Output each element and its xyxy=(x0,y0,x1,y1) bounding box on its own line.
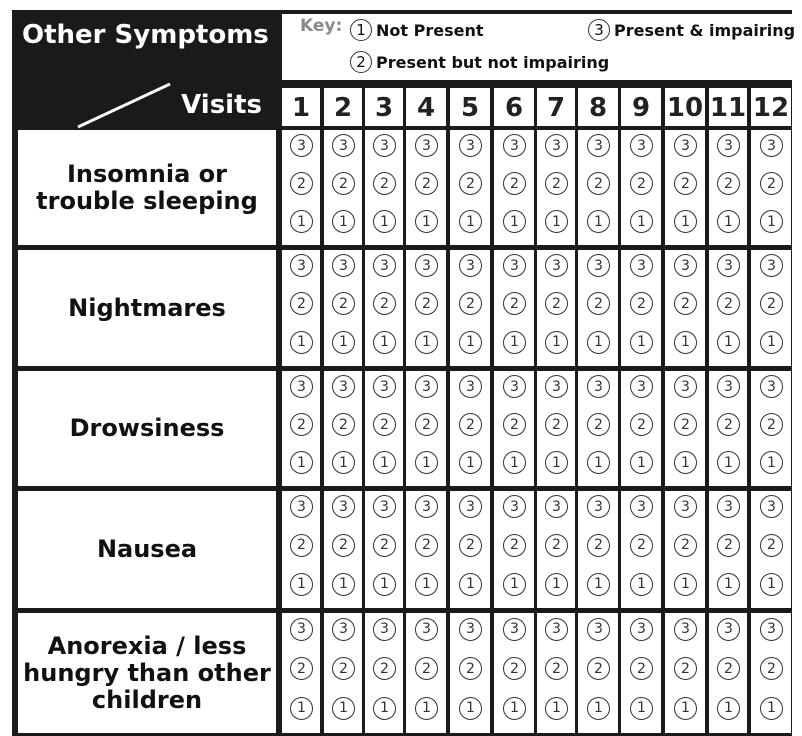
rating-bubble-3[interactable]: 3 xyxy=(630,375,653,398)
symptom-label-nightmares xyxy=(18,250,276,366)
visit-header-11: 11 xyxy=(709,88,747,126)
rating-bubble-1[interactable]: 1 xyxy=(587,697,610,720)
visit-header-2: 2 xyxy=(324,88,362,126)
rating-bubble-2[interactable]: 2 xyxy=(587,534,610,557)
rating-bubble-1[interactable]: 1 xyxy=(373,331,396,354)
rating-cell-drowsiness-visit-6 xyxy=(494,371,534,486)
rating-bubble-1[interactable]: 1 xyxy=(290,573,313,596)
rating-bubble-1[interactable]: 1 xyxy=(290,451,313,474)
rating-bubble-1[interactable]: 1 xyxy=(373,451,396,474)
rating-cell-nausea-visit-8 xyxy=(578,491,618,608)
rating-bubble-3[interactable]: 3 xyxy=(760,254,783,277)
rating-bubble-3[interactable]: 3 xyxy=(373,618,396,641)
rating-cell-drowsiness-visit-9 xyxy=(621,371,661,486)
symptom-rating-form xyxy=(12,10,796,736)
rating-bubble-3[interactable]: 3 xyxy=(503,375,526,398)
rating-cell-nausea-visit-11 xyxy=(709,491,747,608)
rating-bubble-3[interactable]: 3 xyxy=(630,254,653,277)
key-item-present-not-impairing xyxy=(350,51,609,73)
rating-bubble-1[interactable]: 1 xyxy=(545,451,568,474)
rating-bubble-1[interactable]: 1 xyxy=(373,210,396,233)
rating-cell-drowsiness-visit-3 xyxy=(365,371,403,486)
rating-bubble-3[interactable]: 3 xyxy=(332,254,355,277)
rating-cell-anorexia-visit-8 xyxy=(578,613,618,733)
rating-bubble-2[interactable]: 2 xyxy=(760,657,783,680)
rating-bubble-1[interactable]: 1 xyxy=(415,573,438,596)
rating-cell-nightmares-visit-1 xyxy=(282,250,320,366)
rating-bubble-1[interactable]: 1 xyxy=(459,451,482,474)
rating-bubble-1[interactable]: 1 xyxy=(587,451,610,474)
rating-bubble-3[interactable]: 3 xyxy=(760,375,783,398)
rating-bubble-2[interactable]: 2 xyxy=(373,292,396,315)
rating-bubble-1[interactable]: 1 xyxy=(332,697,355,720)
rating-cell-drowsiness-visit-1 xyxy=(282,371,320,486)
rating-bubble-1[interactable]: 1 xyxy=(760,697,783,720)
rating-cell-insomnia-visit-7 xyxy=(537,130,575,245)
rating-bubble-2[interactable]: 2 xyxy=(760,413,783,436)
rating-bubble-2[interactable]: 2 xyxy=(717,172,740,195)
visit-header-12: 12 xyxy=(751,88,791,126)
rating-bubble-3[interactable]: 3 xyxy=(545,375,568,398)
rating-bubble-3[interactable]: 3 xyxy=(674,134,697,157)
rating-bubble-2[interactable]: 2 xyxy=(674,534,697,557)
rating-bubble-2[interactable]: 2 xyxy=(459,292,482,315)
rating-bubble-1[interactable]: 1 xyxy=(717,210,740,233)
rating-cell-nightmares-visit-8 xyxy=(578,250,618,366)
symptom-label-text: Nausea xyxy=(96,535,198,563)
rating-bubble-3[interactable]: 3 xyxy=(760,134,783,157)
rating-cell-insomnia-visit-6 xyxy=(494,130,534,245)
rating-bubble-3[interactable]: 3 xyxy=(290,375,313,398)
symptom-label-text: Nightmares xyxy=(68,293,226,322)
rating-cell-insomnia-visit-11 xyxy=(709,130,747,245)
rating-bubble-1[interactable]: 1 xyxy=(674,451,697,474)
visits-header-cell xyxy=(12,82,278,128)
rating-cell-insomnia-visit-10 xyxy=(665,130,705,245)
rating-bubble-1[interactable]: 1 xyxy=(332,331,355,354)
rating-bubble-3[interactable]: 3 xyxy=(332,134,355,157)
rating-bubble-2[interactable]: 2 xyxy=(290,413,313,436)
rating-bubble-2[interactable]: 2 xyxy=(760,292,783,315)
rating-bubble-2[interactable]: 2 xyxy=(674,172,697,195)
rating-bubble-3[interactable]: 3 xyxy=(503,495,526,518)
rating-bubble-1[interactable]: 1 xyxy=(587,210,610,233)
rating-bubble-3[interactable]: 3 xyxy=(587,254,610,277)
rating-cell-nightmares-visit-6 xyxy=(494,250,534,366)
rating-bubble-2[interactable]: 2 xyxy=(760,534,783,557)
rating-cell-insomnia-visit-2 xyxy=(324,130,362,245)
rating-cell-nightmares-visit-2 xyxy=(324,250,362,366)
rating-cell-anorexia-visit-10 xyxy=(665,613,705,733)
rating-cell-anorexia-visit-11 xyxy=(709,613,747,733)
rating-bubble-1[interactable]: 1 xyxy=(373,573,396,596)
rating-cell-nightmares-visit-3 xyxy=(365,250,403,366)
rating-cell-anorexia-visit-12 xyxy=(751,613,791,733)
rating-bubble-3[interactable]: 3 xyxy=(415,375,438,398)
rating-bubble-3[interactable]: 3 xyxy=(373,495,396,518)
rating-cell-nausea-visit-2 xyxy=(324,491,362,608)
rating-cell-nightmares-visit-9 xyxy=(621,250,661,366)
rating-bubble-1[interactable]: 1 xyxy=(459,210,482,233)
rating-cell-nausea-visit-5 xyxy=(450,491,490,608)
rating-bubble-3[interactable]: 3 xyxy=(717,134,740,157)
visit-header-10: 10 xyxy=(665,88,705,126)
rating-bubble-1[interactable]: 1 xyxy=(717,697,740,720)
rating-bubble-2[interactable]: 2 xyxy=(503,413,526,436)
rating-bubble-1[interactable]: 1 xyxy=(674,331,697,354)
rating-bubble-2[interactable]: 2 xyxy=(503,172,526,195)
rating-bubble-2[interactable]: 2 xyxy=(332,657,355,680)
rating-bubble-2[interactable]: 2 xyxy=(415,413,438,436)
rating-bubble-2[interactable]: 2 xyxy=(290,172,313,195)
rating-bubble-2[interactable]: 2 xyxy=(545,292,568,315)
rating-cell-insomnia-visit-12 xyxy=(751,130,791,245)
rating-bubble-1[interactable]: 1 xyxy=(332,210,355,233)
rating-bubble-1[interactable]: 1 xyxy=(545,697,568,720)
rating-bubble-2[interactable]: 2 xyxy=(674,413,697,436)
rating-bubble-3[interactable]: 3 xyxy=(415,618,438,641)
rating-bubble-3[interactable]: 3 xyxy=(674,375,697,398)
form-title: Other Symptoms xyxy=(22,20,269,50)
rating-bubble-2[interactable]: 2 xyxy=(717,292,740,315)
rating-bubble-3[interactable]: 3 xyxy=(630,618,653,641)
rating-bubble-3[interactable]: 3 xyxy=(290,134,313,157)
rating-bubble-2[interactable]: 2 xyxy=(373,534,396,557)
rating-bubble-3[interactable]: 3 xyxy=(545,618,568,641)
symptom-label-text: Anorexia / less hungry than other children xyxy=(23,631,271,714)
rating-bubble-2[interactable]: 2 xyxy=(630,413,653,436)
key-circle-1: 1 xyxy=(350,19,372,41)
key-circle-2: 2 xyxy=(350,51,372,73)
rating-bubble-3[interactable]: 3 xyxy=(290,495,313,518)
rating-bubble-2[interactable]: 2 xyxy=(717,534,740,557)
rating-bubble-1[interactable]: 1 xyxy=(290,697,313,720)
rating-bubble-1[interactable]: 1 xyxy=(459,697,482,720)
rating-cell-nightmares-visit-11 xyxy=(709,250,747,366)
rating-bubble-3[interactable]: 3 xyxy=(545,254,568,277)
symptom-label-text: Insomnia or trouble sleeping xyxy=(36,159,258,215)
symptom-label-drowsiness xyxy=(18,371,276,486)
rating-cell-drowsiness-visit-11 xyxy=(709,371,747,486)
key-item-not-present xyxy=(350,19,483,41)
rating-bubble-3[interactable]: 3 xyxy=(674,495,697,518)
rating-bubble-2[interactable]: 2 xyxy=(290,292,313,315)
rating-bubble-3[interactable]: 3 xyxy=(459,618,482,641)
rating-bubble-2[interactable]: 2 xyxy=(459,657,482,680)
rating-bubble-3[interactable]: 3 xyxy=(674,254,697,277)
visit-header-3: 3 xyxy=(365,88,403,126)
rating-bubble-1[interactable]: 1 xyxy=(503,697,526,720)
rating-cell-anorexia-visit-6 xyxy=(494,613,534,733)
symptom-label-anorexia xyxy=(18,613,276,733)
rating-bubble-1[interactable]: 1 xyxy=(760,451,783,474)
rating-bubble-2[interactable]: 2 xyxy=(545,657,568,680)
rating-bubble-1[interactable]: 1 xyxy=(290,210,313,233)
rating-bubble-3[interactable]: 3 xyxy=(332,375,355,398)
rating-bubble-3[interactable]: 3 xyxy=(760,495,783,518)
rating-bubble-2[interactable]: 2 xyxy=(630,657,653,680)
rating-bubble-3[interactable]: 3 xyxy=(587,495,610,518)
rating-cell-nightmares-visit-4 xyxy=(406,250,446,366)
rating-bubble-2[interactable]: 2 xyxy=(503,657,526,680)
rating-bubble-3[interactable]: 3 xyxy=(459,134,482,157)
rating-bubble-1[interactable]: 1 xyxy=(760,573,783,596)
rating-bubble-1[interactable]: 1 xyxy=(587,573,610,596)
rating-bubble-1[interactable]: 1 xyxy=(503,331,526,354)
rating-bubble-2[interactable]: 2 xyxy=(674,292,697,315)
rating-bubble-2[interactable]: 2 xyxy=(332,172,355,195)
rating-bubble-2[interactable]: 2 xyxy=(587,172,610,195)
rating-cell-insomnia-visit-5 xyxy=(450,130,490,245)
rating-bubble-1[interactable]: 1 xyxy=(630,331,653,354)
rating-bubble-1[interactable]: 1 xyxy=(503,451,526,474)
rating-cell-nausea-visit-12 xyxy=(751,491,791,608)
rating-bubble-1[interactable]: 1 xyxy=(290,331,313,354)
rating-bubble-2[interactable]: 2 xyxy=(415,534,438,557)
rating-bubble-2[interactable]: 2 xyxy=(717,413,740,436)
rating-bubble-3[interactable]: 3 xyxy=(545,495,568,518)
rating-cell-insomnia-visit-8 xyxy=(578,130,618,245)
key-text-not-present: Not Present xyxy=(376,20,484,40)
rating-bubble-1[interactable]: 1 xyxy=(545,573,568,596)
rating-bubble-2[interactable]: 2 xyxy=(290,657,313,680)
rating-bubble-1[interactable]: 1 xyxy=(630,697,653,720)
rating-bubble-2[interactable]: 2 xyxy=(503,292,526,315)
rating-bubble-1[interactable]: 1 xyxy=(503,210,526,233)
rating-bubble-3[interactable]: 3 xyxy=(587,618,610,641)
rating-cell-nightmares-visit-7 xyxy=(537,250,575,366)
rating-bubble-2[interactable]: 2 xyxy=(332,292,355,315)
visit-header-4: 4 xyxy=(406,88,446,126)
rating-bubble-2[interactable]: 2 xyxy=(587,657,610,680)
rating-cell-anorexia-visit-4 xyxy=(406,613,446,733)
visit-header-9: 9 xyxy=(621,88,661,126)
rating-bubble-1[interactable]: 1 xyxy=(717,573,740,596)
rating-bubble-2[interactable]: 2 xyxy=(373,413,396,436)
rating-bubble-1[interactable]: 1 xyxy=(332,573,355,596)
rating-bubble-1[interactable]: 1 xyxy=(545,331,568,354)
rating-bubble-3[interactable]: 3 xyxy=(760,618,783,641)
rating-cell-nausea-visit-6 xyxy=(494,491,534,608)
rating-cell-insomnia-visit-9 xyxy=(621,130,661,245)
rating-bubble-2[interactable]: 2 xyxy=(545,172,568,195)
rating-bubble-3[interactable]: 3 xyxy=(717,254,740,277)
rating-bubble-3[interactable]: 3 xyxy=(373,134,396,157)
rating-bubble-1[interactable]: 1 xyxy=(415,697,438,720)
rating-bubble-2[interactable]: 2 xyxy=(630,172,653,195)
visit-header-1: 1 xyxy=(282,88,320,126)
rating-bubble-1[interactable]: 1 xyxy=(674,697,697,720)
rating-cell-drowsiness-visit-8 xyxy=(578,371,618,486)
rating-cell-nausea-visit-7 xyxy=(537,491,575,608)
visit-header-5: 5 xyxy=(450,88,490,126)
visit-header-7: 7 xyxy=(537,88,575,126)
rating-bubble-3[interactable]: 3 xyxy=(459,375,482,398)
key-text-present-impairing: Present & impairing xyxy=(614,20,796,40)
rating-bubble-1[interactable]: 1 xyxy=(587,331,610,354)
rating-bubble-2[interactable]: 2 xyxy=(503,534,526,557)
rating-bubble-3[interactable]: 3 xyxy=(459,254,482,277)
rating-bubble-3[interactable]: 3 xyxy=(332,618,355,641)
rating-cell-anorexia-visit-3 xyxy=(365,613,403,733)
rating-bubble-1[interactable]: 1 xyxy=(415,331,438,354)
rating-cell-nausea-visit-4 xyxy=(406,491,446,608)
rating-bubble-1[interactable]: 1 xyxy=(760,210,783,233)
rating-cell-drowsiness-visit-4 xyxy=(406,371,446,486)
rating-bubble-2[interactable]: 2 xyxy=(415,172,438,195)
rating-bubble-1[interactable]: 1 xyxy=(415,210,438,233)
key-item-present-impairing xyxy=(588,19,795,41)
rating-bubble-1[interactable]: 1 xyxy=(373,697,396,720)
rating-bubble-3[interactable]: 3 xyxy=(503,134,526,157)
rating-bubble-3[interactable]: 3 xyxy=(630,134,653,157)
rating-bubble-2[interactable]: 2 xyxy=(415,292,438,315)
rating-bubble-3[interactable]: 3 xyxy=(545,134,568,157)
rating-cell-anorexia-visit-9 xyxy=(621,613,661,733)
rating-bubble-1[interactable]: 1 xyxy=(674,210,697,233)
rating-bubble-2[interactable]: 2 xyxy=(587,413,610,436)
rating-cell-anorexia-visit-1 xyxy=(282,613,320,733)
rating-cell-anorexia-visit-2 xyxy=(324,613,362,733)
visit-header-6: 6 xyxy=(494,88,534,126)
rating-bubble-2[interactable]: 2 xyxy=(459,172,482,195)
rating-bubble-3[interactable]: 3 xyxy=(373,254,396,277)
rating-bubble-3[interactable]: 3 xyxy=(587,375,610,398)
rating-cell-anorexia-visit-5 xyxy=(450,613,490,733)
rating-bubble-1[interactable]: 1 xyxy=(630,210,653,233)
rating-cell-nausea-visit-9 xyxy=(621,491,661,608)
rating-bubble-2[interactable]: 2 xyxy=(674,657,697,680)
rating-bubble-2[interactable]: 2 xyxy=(545,534,568,557)
rating-bubble-1[interactable]: 1 xyxy=(503,573,526,596)
key-text-present-not-impairing: Present but not impairing xyxy=(376,52,610,72)
rating-bubble-1[interactable]: 1 xyxy=(674,573,697,596)
rating-bubble-1[interactable]: 1 xyxy=(630,573,653,596)
rating-bubble-1[interactable]: 1 xyxy=(415,451,438,474)
symptom-label-text: Drowsiness xyxy=(69,414,225,442)
key-label: Key: xyxy=(300,16,343,36)
rating-cell-nausea-visit-10 xyxy=(665,491,705,608)
rating-bubble-1[interactable]: 1 xyxy=(717,331,740,354)
rating-cell-drowsiness-visit-2 xyxy=(324,371,362,486)
rating-cell-drowsiness-visit-10 xyxy=(665,371,705,486)
rating-cell-nightmares-visit-5 xyxy=(450,250,490,366)
rating-bubble-2[interactable]: 2 xyxy=(587,292,610,315)
rating-bubble-2[interactable]: 2 xyxy=(373,172,396,195)
visit-header-8: 8 xyxy=(578,88,618,126)
rating-cell-drowsiness-visit-5 xyxy=(450,371,490,486)
rating-bubble-3[interactable]: 3 xyxy=(459,495,482,518)
rating-bubble-2[interactable]: 2 xyxy=(459,534,482,557)
rating-bubble-3[interactable]: 3 xyxy=(290,618,313,641)
rating-cell-drowsiness-visit-12 xyxy=(751,371,791,486)
symptom-label-insomnia xyxy=(18,130,276,245)
rating-bubble-2[interactable]: 2 xyxy=(332,534,355,557)
rating-bubble-3[interactable]: 3 xyxy=(290,254,313,277)
visits-label: Visits xyxy=(181,90,262,120)
rating-bubble-2[interactable]: 2 xyxy=(717,657,740,680)
rating-bubble-3[interactable]: 3 xyxy=(717,618,740,641)
rating-bubble-2[interactable]: 2 xyxy=(459,413,482,436)
rating-bubble-3[interactable]: 3 xyxy=(630,495,653,518)
rating-bubble-3[interactable]: 3 xyxy=(717,495,740,518)
rating-bubble-3[interactable]: 3 xyxy=(717,375,740,398)
rating-bubble-3[interactable]: 3 xyxy=(332,495,355,518)
rating-bubble-3[interactable]: 3 xyxy=(415,134,438,157)
rating-cell-nightmares-visit-10 xyxy=(665,250,705,366)
rating-bubble-3[interactable]: 3 xyxy=(674,618,697,641)
symptom-label-nausea xyxy=(18,491,276,608)
rating-bubble-1[interactable]: 1 xyxy=(459,573,482,596)
rating-cell-nausea-visit-3 xyxy=(365,491,403,608)
rating-cell-insomnia-visit-3 xyxy=(365,130,403,245)
key-circle-3: 3 xyxy=(588,19,610,41)
rating-bubble-1[interactable]: 1 xyxy=(545,210,568,233)
rating-bubble-1[interactable]: 1 xyxy=(760,331,783,354)
rating-bubble-2[interactable]: 2 xyxy=(630,534,653,557)
rating-bubble-1[interactable]: 1 xyxy=(332,451,355,474)
rating-bubble-1[interactable]: 1 xyxy=(717,451,740,474)
rating-cell-nausea-visit-1 xyxy=(282,491,320,608)
rating-cell-drowsiness-visit-7 xyxy=(537,371,575,486)
rating-bubble-3[interactable]: 3 xyxy=(415,495,438,518)
rating-cell-insomnia-visit-4 xyxy=(406,130,446,245)
rating-cell-nightmares-visit-12 xyxy=(751,250,791,366)
rating-cell-anorexia-visit-7 xyxy=(537,613,575,733)
rating-bubble-2[interactable]: 2 xyxy=(415,657,438,680)
rating-cell-insomnia-visit-1 xyxy=(282,130,320,245)
key-legend xyxy=(282,14,802,80)
rating-bubble-2[interactable]: 2 xyxy=(630,292,653,315)
rating-bubble-1[interactable]: 1 xyxy=(459,331,482,354)
rating-bubble-2[interactable]: 2 xyxy=(545,413,568,436)
title-cell xyxy=(12,10,278,82)
rating-bubble-2[interactable]: 2 xyxy=(332,413,355,436)
rating-bubble-3[interactable]: 3 xyxy=(587,134,610,157)
rating-bubble-3[interactable]: 3 xyxy=(503,254,526,277)
rating-bubble-3[interactable]: 3 xyxy=(373,375,396,398)
rating-bubble-1[interactable]: 1 xyxy=(630,451,653,474)
rating-bubble-2[interactable]: 2 xyxy=(290,534,313,557)
rating-bubble-2[interactable]: 2 xyxy=(373,657,396,680)
rating-bubble-2[interactable]: 2 xyxy=(760,172,783,195)
rating-bubble-3[interactable]: 3 xyxy=(503,618,526,641)
rating-bubble-3[interactable]: 3 xyxy=(415,254,438,277)
